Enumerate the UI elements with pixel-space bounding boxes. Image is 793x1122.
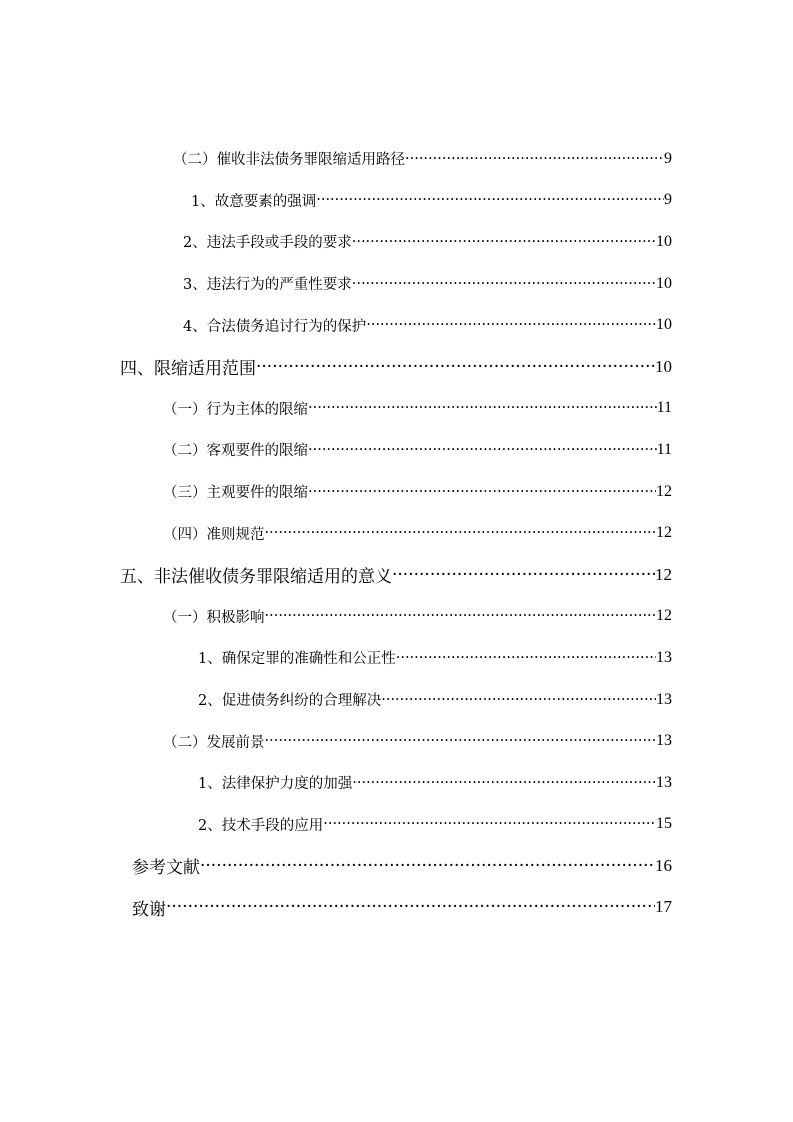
toc-page-number: 16	[655, 855, 672, 875]
toc-page-number: 9	[664, 149, 672, 167]
toc-page-number: 12	[656, 482, 672, 500]
toc-entry-title: 2、技术手段的应用	[198, 817, 324, 834]
toc-entry[interactable]	[0, 762, 793, 804]
toc-dot-leader	[396, 650, 656, 666]
toc-page-number: 13	[656, 732, 672, 750]
toc-page-number: 13	[656, 648, 672, 666]
toc-entry[interactable]	[0, 887, 793, 929]
toc-entry[interactable]	[0, 679, 793, 721]
toc-entry[interactable]	[0, 804, 793, 846]
toc-entry[interactable]	[0, 845, 793, 887]
toc-page-number: 13	[656, 773, 672, 791]
toc-page-number: 10	[656, 232, 672, 250]
toc-entry-title: （三）主观要件的限缩	[163, 485, 308, 502]
toc-dot-leader	[308, 484, 656, 500]
toc-entry[interactable]	[0, 138, 793, 180]
toc-entry-title: 3、违法行为的严重性要求	[183, 277, 352, 294]
toc-dot-leader	[265, 608, 657, 624]
toc-entry-title: 2、违法手段或手段的要求	[183, 235, 352, 252]
toc-entry-title: （二）催收非法债务罪限缩适用路径	[173, 152, 405, 169]
toc-page-number: 12	[655, 564, 672, 584]
toc-entry-title: （四）准则规范	[163, 526, 265, 543]
toc-dot-leader	[316, 192, 664, 208]
toc-page-number: 12	[656, 524, 672, 542]
toc-entry[interactable]	[0, 554, 793, 596]
toc-dot-leader	[166, 897, 655, 917]
toc-page-number: 17	[655, 897, 672, 917]
toc-entry-title: 参考文献	[132, 858, 200, 879]
toc-entry[interactable]	[0, 180, 793, 222]
toc-entry-title: 4、合法债务追讨行为的保护	[183, 318, 367, 335]
toc-entry[interactable]	[0, 388, 793, 430]
toc-entry[interactable]	[0, 346, 793, 388]
toc-entry-title: 致谢	[132, 899, 166, 920]
toc-dot-leader	[352, 234, 656, 250]
toc-page-number: 10	[656, 274, 672, 292]
toc-page-number: 11	[656, 440, 672, 458]
toc-entry-title: （一）行为主体的限缩	[163, 401, 308, 418]
toc-dot-leader	[381, 692, 656, 708]
table-of-contents	[0, 138, 793, 928]
toc-entry-title: （二）发展前景	[163, 734, 265, 751]
toc-dot-leader	[265, 733, 657, 749]
toc-dot-leader	[256, 357, 655, 377]
toc-dot-leader	[308, 442, 657, 458]
toc-entry[interactable]	[0, 304, 793, 346]
toc-page-number: 15	[656, 815, 672, 833]
toc-dot-leader	[323, 816, 656, 832]
toc-dot-leader	[366, 317, 656, 333]
toc-entry-title: 四、限缩适用范围	[120, 359, 256, 380]
toc-dot-leader	[405, 151, 664, 167]
toc-entry[interactable]	[0, 263, 793, 305]
toc-entry-title: 1、故意要素的强调	[191, 193, 317, 210]
toc-page-number: 9	[664, 191, 672, 209]
toc-page-number: 10	[655, 356, 672, 376]
toc-page-number: 10	[656, 316, 672, 334]
toc-entry-title: （二）客观要件的限缩	[163, 443, 308, 460]
toc-dot-leader	[352, 276, 656, 292]
toc-entry[interactable]	[0, 429, 793, 471]
toc-entry[interactable]	[0, 471, 793, 513]
toc-entry[interactable]	[0, 720, 793, 762]
toc-entry-title: 1、确保定罪的准确性和公正性	[198, 651, 396, 668]
toc-page-number: 13	[656, 690, 672, 708]
toc-dot-leader	[200, 856, 655, 876]
toc-page-number: 12	[656, 607, 672, 625]
toc-dot-leader	[265, 525, 657, 541]
toc-entry-title: 1、法律保护力度的加强	[198, 776, 353, 793]
toc-dot-leader	[308, 400, 657, 416]
toc-entry-title: 五、非法催收债务罪限缩适用的意义	[120, 567, 392, 588]
toc-entry[interactable]	[0, 512, 793, 554]
toc-entry[interactable]	[0, 221, 793, 263]
toc-entry[interactable]	[0, 637, 793, 679]
toc-dot-leader	[352, 775, 656, 791]
toc-dot-leader	[392, 565, 655, 585]
toc-entry[interactable]	[0, 596, 793, 638]
toc-entry-title: 2、促进债务纠纷的合理解决	[198, 693, 382, 710]
toc-page-number: 11	[656, 399, 672, 417]
toc-entry-title: （一）积极影响	[163, 609, 265, 626]
